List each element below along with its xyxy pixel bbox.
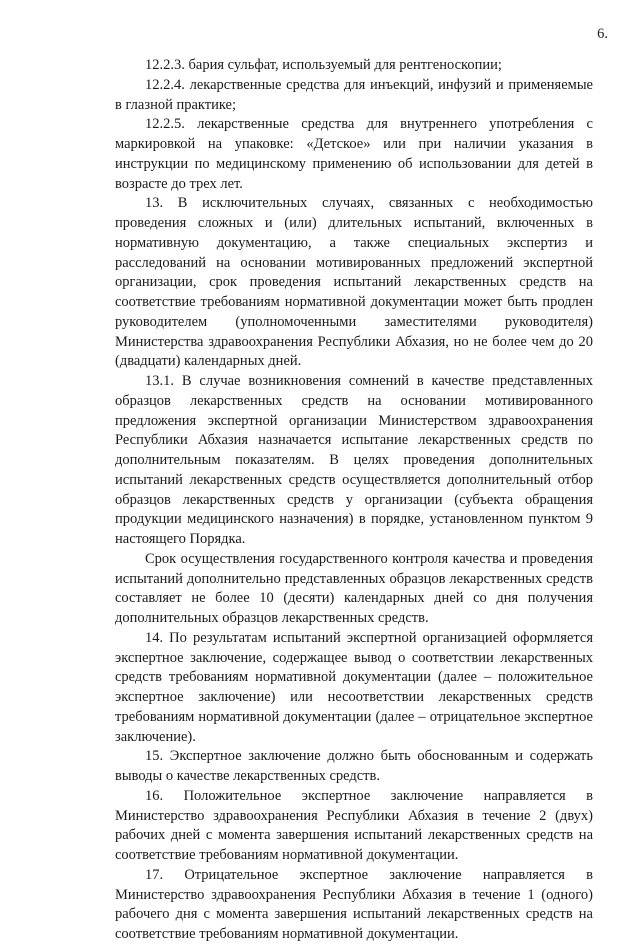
- page-number: 6.: [597, 26, 608, 42]
- paragraph-16: 16. Положительное экспертное заключение направляется в Министерство здравоохранения Республики Абхазия в течение 2 (двух) рабочих дней с момента завершения испытаний лекарственных средств на соответствие требованиям нормативной документации.: [115, 787, 593, 863]
- paragraph-13-1: 13.1. В случае возникновения сомнений в качестве представленных образцов лекарственных средств на основании мотивированного предложения экспертной организации Министерством здравоохранения Республики Абхазия назначается испытание лекарственных средств по дополнительным показателям. В целях проведения дополнительных испытаний лекарственных средств осуществляется дополнительный отбор образцов лекарственных средств у организации (субъекта обращения продукции медицинского назначения) в порядке, установленном пунктом 9 настоящего Порядка.: [115, 373, 593, 547]
- paragraph-13: 13. В исключительных случаях, связанных с необходимостью проведения сложных и (или) длительных испытаний, включенных в нормативную документацию, а также специальных экспертиз и расследований на основании мотивированных предложений экспертной организации, срок проведения испытаний лекарственных средств на соответствие требованиям нормативной документации может быть продлен руководителем (уполномоченными заместителями руководителя) Министерства здравоохранения Республики Абхазия, но не более чем до 20 (двадцати) календарных дней.: [115, 195, 593, 370]
- paragraph-term: Срок осуществления государственного контроля качества и проведения испытаний дополнительно представленных образцов лекарственных средств составляет не более 10 (десяти) календарных дней со дня получения дополнительных образцов лекарственных средств.: [115, 550, 593, 626]
- document-body: [115, 56, 593, 945]
- paragraph-17: 17. Отрицательное экспертное заключение направляется в Министерство здравоохранения Республики Абхазия в течение 1 (одного) рабочего дня с момента завершения испытаний лекарственных средств на соответствие требованиям нормативной документации.: [115, 866, 593, 942]
- paragraph-12-2-5: 12.2.5. лекарственные средства для внутреннего употребления с маркировкой на упаковке: «Детское» или при наличии указания в инструкции по медицинскому применению об использовании для детей в возрасте до трех лет.: [115, 116, 593, 192]
- paragraph-12-2-4: 12.2.4. лекарственные средства для инъекций, инфузий и применяемые в глазной практике;: [115, 76, 593, 113]
- paragraph-12-2-3: 12.2.3. бария сульфат, используемый для рентгеноскопии;: [145, 57, 502, 73]
- paragraph-15: 15. Экспертное заключение должно быть обоснованным и содержать выводы о качестве лекарственных средств.: [115, 748, 593, 784]
- paragraph-14: 14. По результатам испытаний экспертной организацией оформляется экспертное заключение, содержащее вывод о соответствии лекарственных средств требованиям нормативной документации (далее – положительное экспертное заключение) или несоответствии лекарственных средств требованиям нормативной документации (далее – отрицательное экспертное заключение).: [115, 629, 593, 745]
